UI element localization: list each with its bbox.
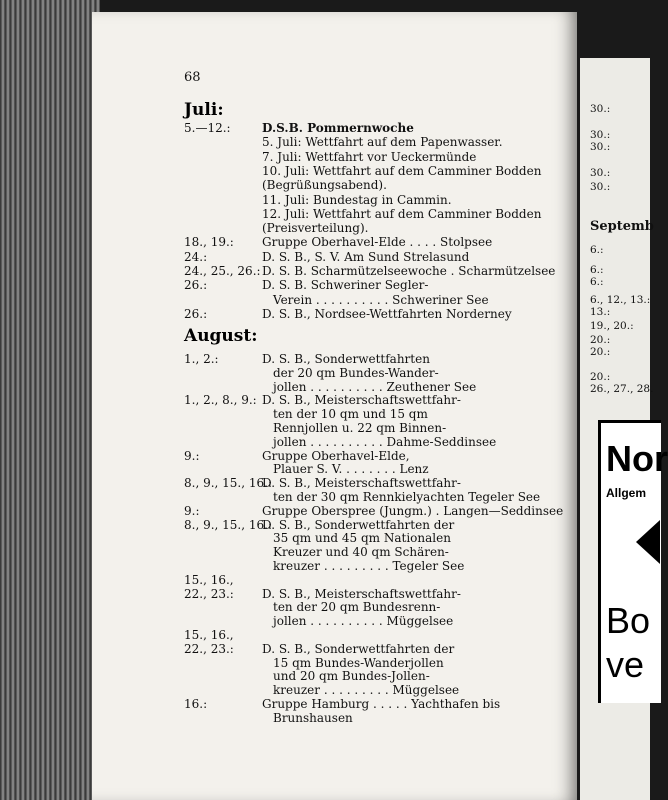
schedule-text: 15 qm Bundes-Wanderjollen: [273, 655, 444, 670]
right-page-item: 6.:: [590, 264, 604, 276]
schedule-text: 5. Juli: Wettfahrt auf dem Papenwasser.: [262, 135, 503, 150]
schedule-date: 15., 16.,: [184, 572, 234, 587]
right-page-item: 20.:: [590, 371, 611, 383]
ad-subtitle: Allgem: [606, 486, 647, 500]
right-page-item: 30.:: [590, 167, 611, 179]
month-heading-august: August:: [184, 326, 258, 346]
schedule-text: Gruppe Oberspree (Jungm.) . Langen—Seddinsee: [262, 503, 564, 518]
schedule-text: Gruppe Hamburg . . . . . Yachthafen bis: [262, 697, 501, 711]
schedule-text: D. S. B. Scharmützelseewoche . Scharmützelsee: [262, 264, 556, 278]
schedule-text: 35 qm und 45 qm Nationalen: [273, 531, 451, 546]
schedule-date: 24.:: [184, 249, 208, 264]
schedule-text: Gruppe Oberhavel-Elde . . . . Stolpsee: [262, 235, 493, 250]
schedule-text: D. S. B. Schweriner Segler-: [262, 278, 429, 293]
book-spine: [0, 0, 100, 800]
schedule-date: 1., 2.:: [184, 352, 219, 366]
right-page-item: 30.:: [590, 141, 611, 153]
schedule-date: 22., 23.:: [184, 586, 234, 601]
schedule-text: (Preisverteilung).: [262, 221, 369, 236]
schedule-date: 18., 19.:: [184, 235, 234, 250]
right-page-item: 13.:: [590, 306, 611, 318]
schedule-text: ten der 30 qm Rennkielyachten Tegeler See: [273, 490, 541, 504]
schedule-text: und 20 qm Bundes-Jollen-: [273, 669, 430, 684]
right-page-item: 30.:: [590, 129, 611, 141]
schedule-text: jollen . . . . . . . . . . Zeuthener See: [273, 379, 477, 394]
schedule-text: jollen . . . . . . . . . . Dahme-Seddinsee: [273, 434, 497, 449]
right-page-item: 30.:: [590, 181, 611, 193]
schedule-text: 10. Juli: Wettfahrt auf dem Camminer Bodden: [262, 163, 542, 178]
page-number: 68: [184, 70, 201, 85]
schedule-date: 9.:: [184, 448, 200, 463]
schedule-date: 8., 9., 15., 16.:: [184, 476, 272, 491]
schedule-text: Kreuzer und 40 qm Schären-: [273, 545, 449, 560]
schedule-date: 1., 2., 8., 9.:: [184, 393, 257, 408]
ad-title: Nor: [606, 438, 668, 479]
schedule-text: kreuzer . . . . . . . . . Müggelsee: [273, 683, 460, 698]
schedule-date: 26.:: [184, 278, 208, 293]
ad-big-text-1: Bo: [606, 600, 651, 641]
schedule-date: 16.:: [184, 697, 208, 711]
schedule-text: D. S. B., Sonderwettfahrten: [262, 352, 430, 366]
right-page-item: 6., 12., 13.:: [590, 294, 651, 306]
schedule-text: (Begrüßungsabend).: [262, 178, 387, 193]
month-heading-juli: Juli:: [184, 100, 224, 120]
right-page-item: 20.:: [590, 346, 611, 358]
right-page-item: 19., 20.:: [590, 320, 634, 332]
schedule-date: 5.—12.:: [184, 121, 231, 135]
schedule-text: Plauer S. V. . . . . . . . Lenz: [273, 462, 429, 477]
right-page-item: 6.:: [590, 244, 604, 256]
schedule-text: 11. Juli: Bundestag in Cammin.: [262, 192, 452, 207]
right-page-item: 6.:: [590, 276, 604, 288]
schedule-text: Brunshausen: [273, 710, 353, 725]
schedule-text: der 20 qm Bundes-Wander-: [273, 365, 439, 380]
schedule-text: Verein . . . . . . . . . . Schweriner See: [273, 292, 489, 307]
schedule-date: 26.:: [184, 306, 208, 321]
schedule-text: D. S. B., Meisterschaftswettfahr-: [262, 476, 461, 491]
schedule-text: D. S. B., Meisterschaftswettfahr-: [262, 586, 461, 601]
right-page-item: 26., 27., 28.: [590, 383, 654, 395]
schedule-text: Rennjollen u. 22 qm Binnen-: [273, 421, 447, 435]
schedule-text: Gruppe Oberhavel-Elde,: [262, 448, 410, 463]
schedule-text: 7. Juli: Wettfahrt vor Ueckermünde: [262, 149, 477, 164]
schedule-text: 12. Juli: Wettfahrt auf dem Camminer Bodden: [262, 206, 542, 221]
right-page-item: 20.:: [590, 334, 611, 346]
schedule-text: jollen . . . . . . . . . . Müggelsee: [273, 614, 454, 629]
schedule-text: D. S. B., Sonderwettfahrten der: [262, 641, 455, 656]
schedule-text: D. S. B., Sonderwettfahrten der: [262, 517, 455, 532]
schedule-text: D.S.B. Pommernwoche: [262, 121, 414, 135]
schedule-date: 22., 23.:: [184, 641, 234, 656]
schedule-date: 9.:: [184, 503, 200, 518]
schedule-text: D. S. B., S. V. Am Sund Strelasund: [262, 249, 470, 264]
ad-big-text-2: ve: [606, 644, 645, 685]
schedule-text: kreuzer . . . . . . . . . Tegeler See: [273, 559, 465, 573]
schedule-date: 8., 9., 15., 16.:: [184, 517, 272, 532]
right-page-item: 30.:: [590, 103, 611, 115]
right-page-item: Septemb: [590, 219, 654, 234]
schedule-date: 24., 25., 26.:: [184, 264, 261, 278]
schedule-text: ten der 10 qm und 15 qm: [273, 407, 428, 422]
schedule-date: 15., 16.,: [184, 628, 234, 642]
schedule-text: ten der 20 qm Bundesrenn-: [273, 600, 441, 615]
ad-logo-icon: [636, 520, 660, 564]
schedule-text: D. S. B., Nordsee-Wettfahrten Norderney: [262, 306, 512, 321]
schedule-text: D. S. B., Meisterschaftswettfahr-: [262, 393, 461, 408]
